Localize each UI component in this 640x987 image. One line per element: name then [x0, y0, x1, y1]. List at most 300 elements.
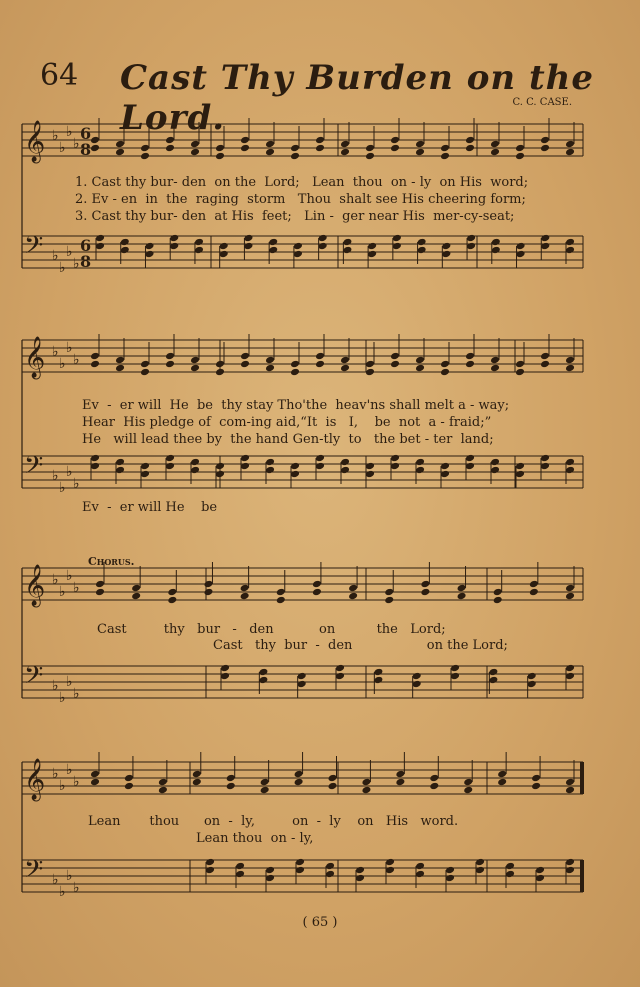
flat-sign: ♭ [73, 580, 80, 596]
treble-note [565, 592, 575, 601]
treble-note [265, 148, 275, 157]
treble-note [115, 364, 125, 373]
bass-note [355, 874, 365, 883]
flat-sign: ♭ [73, 774, 80, 790]
bass-note [565, 664, 575, 673]
bass-note [335, 672, 345, 681]
lyric-verse-2-line-1: 2. Ev - en in the raging storm Thou shalt see His cheering form; [75, 192, 526, 207]
bass-note [515, 470, 525, 479]
treble-note [140, 144, 150, 153]
bass-note [243, 242, 253, 251]
treble-note [294, 770, 304, 779]
treble-note [365, 144, 375, 153]
bass-note [205, 866, 215, 875]
treble-note [497, 770, 507, 779]
lyric-verse-1-line-1: 1. Cast thy bur- den on the Lord; Lean thou on - ly on His word; [75, 175, 529, 190]
treble-note [457, 592, 467, 601]
treble-note [565, 786, 575, 795]
bass-note [290, 470, 300, 479]
bass-note [258, 668, 268, 677]
bass-note [412, 672, 422, 681]
lyric-verse-1-line-2: Ev - er will He be thy stay Tho'the heav'ns shall melt a - way; [82, 398, 510, 413]
bass-note [265, 458, 275, 467]
bass-note [385, 858, 395, 867]
treble-note [490, 364, 500, 373]
time-signature: 8 [80, 252, 92, 271]
treble-note [493, 596, 503, 605]
bass-note [445, 866, 455, 875]
bass-note [505, 870, 515, 879]
page-number: ( 65 ) [302, 915, 338, 930]
bass-note [491, 246, 501, 255]
treble-note [315, 352, 325, 361]
bass-note [90, 462, 100, 471]
bass-note [415, 466, 425, 475]
bass-note [490, 466, 500, 475]
treble-note [290, 144, 300, 153]
bass-note [415, 458, 425, 467]
bass-clef: 𝄢 [24, 231, 44, 266]
bass-note [220, 672, 230, 681]
bass-note [365, 462, 375, 471]
lyric-chorus-bass-1: Cast thy bur - den on the Lord; [213, 638, 508, 653]
bass-note [315, 454, 325, 463]
flat-sign: ♭ [59, 778, 66, 794]
bass-note [140, 462, 150, 471]
treble-note [276, 596, 286, 605]
treble-note [203, 580, 213, 589]
bass-note [516, 250, 526, 259]
bass-note [215, 462, 225, 471]
flat-sign: ♭ [66, 762, 73, 778]
bass-note [297, 672, 307, 681]
bass-note [240, 462, 250, 471]
lyric-bass-line-2: Ev - er will He be [82, 500, 218, 515]
bass-note [325, 862, 335, 871]
treble-note [490, 356, 500, 365]
bass-note [540, 234, 550, 243]
bass-note [95, 242, 105, 251]
treble-note [165, 352, 175, 361]
bass-note [516, 242, 526, 251]
treble-note [540, 352, 550, 361]
bass-note [527, 680, 537, 689]
lyric-chorus-treble-1: Cast thy bur - den on the Lord; [97, 622, 446, 637]
flat-sign: ♭ [73, 256, 80, 272]
treble-note [529, 588, 539, 597]
treble-note [440, 360, 450, 369]
bass-note [527, 672, 537, 681]
bass-note [190, 458, 200, 467]
bass-note [540, 454, 550, 463]
treble-note [167, 596, 177, 605]
treble-note [365, 368, 375, 377]
flat-sign: ♭ [59, 480, 66, 496]
flat-sign: ♭ [66, 340, 73, 356]
bass-clef: 𝄢 [24, 661, 44, 696]
time-signature: 8 [80, 140, 92, 159]
treble-note [240, 592, 250, 601]
treble-note [465, 136, 475, 145]
bass-note [265, 866, 275, 875]
treble-note [90, 136, 100, 145]
treble-note [165, 136, 175, 145]
bass-note [491, 238, 501, 247]
final-bar [580, 860, 584, 892]
treble-note [131, 592, 141, 601]
flat-sign: ♭ [73, 686, 80, 702]
treble-note [315, 144, 325, 153]
treble-note [290, 360, 300, 369]
treble-note [490, 140, 500, 149]
treble-note [465, 360, 475, 369]
lyric-chorus-treble-2: Lean thou on - ly, on - ly on His word. [88, 814, 459, 829]
flat-sign: ♭ [52, 344, 59, 360]
treble-note [240, 584, 250, 593]
flat-sign: ♭ [59, 260, 66, 276]
bass-note [235, 862, 245, 871]
treble-note [226, 774, 236, 783]
bass-note [385, 866, 395, 875]
bass-note [390, 454, 400, 463]
treble-note [265, 364, 275, 373]
treble-note [515, 152, 525, 161]
bass-note [355, 866, 365, 875]
treble-note [226, 782, 236, 791]
flat-sign: ♭ [52, 678, 59, 694]
treble-note [540, 144, 550, 153]
treble-note [348, 592, 358, 601]
treble-note [429, 774, 439, 783]
treble-note [115, 148, 125, 157]
bass-note [440, 462, 450, 471]
bass-note [415, 870, 425, 879]
flat-sign: ♭ [66, 124, 73, 140]
treble-note [465, 144, 475, 153]
treble-note [190, 148, 200, 157]
treble-note [384, 588, 394, 597]
treble-note [90, 144, 100, 153]
bass-note [318, 242, 328, 251]
treble-note [540, 136, 550, 145]
treble-note [131, 584, 141, 593]
treble-note [463, 786, 473, 795]
flat-sign: ♭ [52, 128, 59, 144]
treble-note [565, 584, 575, 593]
treble-note [312, 580, 322, 589]
bass-note [465, 454, 475, 463]
treble-note [365, 152, 375, 161]
treble-note [158, 778, 168, 787]
bass-note [145, 250, 155, 259]
treble-note [95, 580, 105, 589]
bass-note [490, 458, 500, 467]
treble-note [515, 360, 525, 369]
bass-note [466, 234, 476, 243]
final-bar [580, 762, 584, 794]
flat-sign: ♭ [73, 880, 80, 896]
bass-note [265, 466, 275, 475]
bass-note [293, 250, 303, 259]
treble-note [420, 580, 430, 589]
treble-note [312, 588, 322, 597]
treble-note [315, 360, 325, 369]
treble-note [415, 356, 425, 365]
treble-clef: 𝄞 [24, 565, 46, 606]
treble-note [565, 778, 575, 787]
treble-note [240, 136, 250, 145]
bass-note [268, 246, 278, 255]
bass-note [412, 680, 422, 689]
bass-note [445, 874, 455, 883]
bass-note [243, 234, 253, 243]
treble-clef: 𝄞 [24, 759, 46, 800]
treble-clef: 𝄞 [24, 121, 46, 162]
treble-note [395, 770, 405, 779]
bass-note [220, 664, 230, 673]
treble-note [90, 778, 100, 787]
bass-note [466, 242, 476, 251]
flat-sign: ♭ [73, 476, 80, 492]
lyric-verse-3-line-1: 3. Cast thy bur- den at His feet; Lin - ger near His mer-cy-seat; [75, 209, 515, 224]
treble-note [497, 778, 507, 787]
bass-note [95, 234, 105, 243]
bass-note [565, 672, 575, 681]
flat-sign: ♭ [66, 464, 73, 480]
treble-note [531, 782, 541, 791]
treble-note [140, 360, 150, 369]
treble-note [531, 774, 541, 783]
treble-note [515, 144, 525, 153]
time-signature: 6 [80, 124, 92, 143]
treble-note [415, 148, 425, 157]
bass-note [505, 862, 515, 871]
flat-sign: ♭ [59, 584, 66, 600]
treble-note [290, 152, 300, 161]
flat-sign: ♭ [73, 136, 80, 152]
bass-note [535, 874, 545, 883]
treble-note [115, 356, 125, 365]
treble-note [240, 144, 250, 153]
treble-note [565, 356, 575, 365]
treble-note [415, 364, 425, 373]
treble-note [540, 360, 550, 369]
flat-sign: ♭ [66, 568, 73, 584]
bass-note [219, 250, 229, 259]
bass-note [373, 668, 383, 677]
treble-note [565, 364, 575, 373]
bass-note [340, 458, 350, 467]
hymn-number: 64 [40, 58, 79, 93]
treble-clef: 𝄞 [24, 337, 46, 378]
bass-note [450, 664, 460, 673]
bass-note [295, 858, 305, 867]
flat-sign: ♭ [52, 468, 59, 484]
treble-note [290, 368, 300, 377]
bass-note [120, 246, 130, 255]
bass-note [565, 466, 575, 475]
flat-sign: ♭ [52, 248, 59, 264]
bass-note [450, 672, 460, 681]
treble-note [415, 140, 425, 149]
bass-note [417, 238, 427, 247]
bass-note [475, 866, 485, 875]
bass-note [565, 238, 575, 247]
hymn-title: Cast Thy Burden on the Lord. [120, 58, 595, 138]
treble-note [361, 786, 371, 795]
treble-note [294, 778, 304, 787]
treble-note [395, 778, 405, 787]
composer-credit: C. C. CASE. [512, 97, 572, 108]
bass-clef: 𝄢 [24, 451, 44, 486]
bass-note [367, 242, 377, 251]
treble-note [90, 360, 100, 369]
bass-note [488, 668, 498, 677]
treble-note [190, 356, 200, 365]
treble-note [90, 770, 100, 779]
flat-sign: ♭ [66, 674, 73, 690]
flat-sign: ♭ [66, 244, 73, 260]
treble-note [493, 588, 503, 597]
treble-note [260, 786, 270, 795]
treble-note [215, 360, 225, 369]
treble-note [420, 588, 430, 597]
treble-note [361, 778, 371, 787]
treble-note [565, 148, 575, 157]
bass-note [235, 870, 245, 879]
treble-note [95, 588, 105, 597]
treble-note [276, 588, 286, 597]
bass-note [465, 462, 475, 471]
treble-note [340, 364, 350, 373]
treble-note [328, 782, 338, 791]
bass-note [565, 246, 575, 255]
bass-note [219, 242, 229, 251]
bass-note [194, 238, 204, 247]
treble-note [192, 770, 202, 779]
bass-note [140, 470, 150, 479]
treble-note [429, 782, 439, 791]
treble-note [90, 352, 100, 361]
treble-note [390, 144, 400, 153]
bass-note [169, 234, 179, 243]
bass-note [441, 250, 451, 259]
bass-note [297, 680, 307, 689]
bass-note [488, 676, 498, 685]
treble-note [315, 136, 325, 145]
treble-note [167, 588, 177, 597]
bass-note [215, 470, 225, 479]
bass-note [535, 866, 545, 875]
bass-note [365, 470, 375, 479]
treble-note [565, 140, 575, 149]
bass-note [335, 664, 345, 673]
bass-note [390, 462, 400, 471]
treble-note [124, 782, 134, 791]
treble-note [365, 360, 375, 369]
treble-note [390, 136, 400, 145]
lyric-verse-3-line-2: He will lead thee by the hand Gen-tly to the bet - ter land; [82, 432, 494, 447]
flat-sign: ♭ [73, 352, 80, 368]
treble-note [192, 778, 202, 787]
flat-sign: ♭ [59, 356, 66, 372]
bass-note [190, 466, 200, 475]
bass-note [115, 458, 125, 467]
flat-sign: ♭ [59, 690, 66, 706]
bass-note [515, 462, 525, 471]
flat-sign: ♭ [59, 140, 66, 156]
treble-note [260, 778, 270, 787]
bass-note [367, 250, 377, 259]
treble-note [340, 140, 350, 149]
treble-note [390, 352, 400, 361]
treble-note [115, 140, 125, 149]
treble-note [215, 152, 225, 161]
bass-note [165, 462, 175, 471]
treble-note [390, 360, 400, 369]
treble-note [165, 360, 175, 369]
treble-note [465, 352, 475, 361]
bass-note [295, 866, 305, 875]
lyric-verse-2-line-2: Hear His pledge of com-ing aid,“It is I, be not a - fraid;” [82, 415, 492, 430]
bass-note [205, 858, 215, 867]
treble-note [340, 356, 350, 365]
bass-note [165, 454, 175, 463]
bass-note [415, 862, 425, 871]
bass-note [194, 246, 204, 255]
treble-note [140, 152, 150, 161]
bass-note [373, 676, 383, 685]
treble-note [215, 144, 225, 153]
bass-note [315, 462, 325, 471]
treble-note [190, 140, 200, 149]
bass-note [290, 462, 300, 471]
flat-sign: ♭ [52, 872, 59, 888]
bass-note [258, 676, 268, 685]
treble-note [440, 368, 450, 377]
treble-note [384, 596, 394, 605]
bass-note [342, 238, 352, 247]
bass-note [169, 242, 179, 251]
bass-note [441, 242, 451, 251]
bass-note [120, 238, 130, 247]
treble-note [265, 356, 275, 365]
bass-note [145, 242, 155, 251]
bass-note [115, 466, 125, 475]
bass-note [565, 866, 575, 875]
bass-note [392, 234, 402, 243]
bass-note [392, 242, 402, 251]
treble-note [490, 148, 500, 157]
treble-note [240, 360, 250, 369]
treble-note [340, 148, 350, 157]
treble-note [203, 588, 213, 597]
chorus-label: Chorus. [88, 555, 135, 568]
bass-clef: 𝄢 [24, 855, 44, 890]
treble-note [240, 352, 250, 361]
bass-note [340, 466, 350, 475]
flat-sign: ♭ [66, 868, 73, 884]
bass-note [325, 870, 335, 879]
bass-note [565, 458, 575, 467]
flat-sign: ♭ [52, 572, 59, 588]
bass-note [268, 238, 278, 247]
treble-note [457, 584, 467, 593]
bass-note [90, 454, 100, 463]
bass-note [565, 858, 575, 867]
time-signature: 6 [80, 236, 92, 255]
treble-note [348, 584, 358, 593]
